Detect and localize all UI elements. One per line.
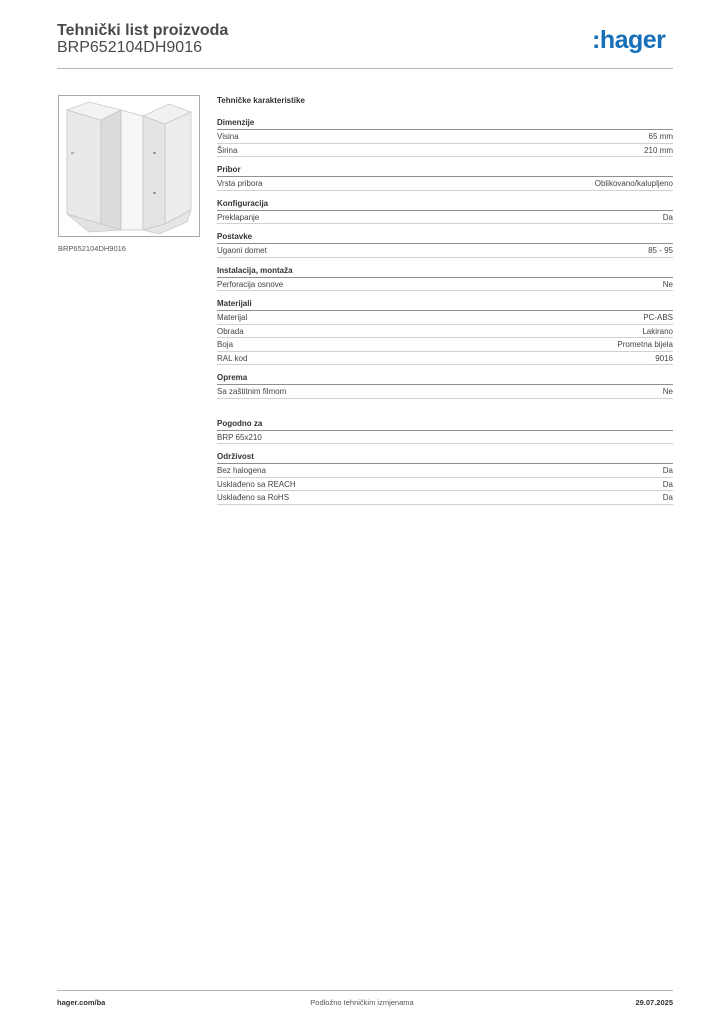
spec-group-heading: Dimenzije — [217, 117, 673, 130]
footer-divider — [57, 990, 673, 991]
spec-group-instalacija — [217, 265, 673, 292]
spec-label: RAL kod — [217, 353, 248, 363]
spec-value: Ne — [662, 279, 673, 289]
spec-group-heading: Pogodno za — [217, 418, 673, 431]
spec-row — [217, 385, 673, 399]
document-title: Tehnički list proizvoda — [57, 22, 229, 39]
spec-value: Ne — [662, 387, 673, 396]
hager-logo: :hager — [592, 26, 666, 54]
spec-value: Prometna bijela — [617, 340, 673, 349]
spec-value: Da — [662, 466, 673, 475]
spec-label: Boja — [217, 340, 234, 349]
spec-row — [217, 211, 673, 225]
spec-row — [217, 177, 673, 191]
header-divider — [57, 68, 673, 69]
spec-group-materijali — [217, 298, 673, 365]
spec-label: Perforacija osnove — [217, 279, 284, 289]
spec-value: Da — [662, 479, 673, 489]
spec-group-oprema — [217, 372, 673, 399]
product-code: BRP652104DH9016 — [57, 39, 202, 56]
spec-group-dimenzije — [217, 117, 673, 157]
footer-website-link[interactable]: hager.com/ba — [57, 998, 106, 1007]
spec-value: Oblikovano/kalupljeno — [594, 179, 673, 188]
spec-group-postavke — [217, 231, 673, 258]
product-image-caption: BRP652104DH9016 — [58, 244, 126, 253]
spec-label: Obrada — [217, 326, 244, 336]
product-image — [58, 95, 200, 237]
spec-group-heading: Pribor — [217, 164, 673, 177]
spec-label: Visina — [217, 132, 239, 141]
footer-date: 29.07.2025 — [635, 998, 673, 1007]
spec-group-heading: Instalacija, montaža — [217, 265, 673, 278]
spec-row — [217, 431, 673, 445]
spec-row — [217, 278, 673, 292]
spec-label: BRP 65x210 — [217, 432, 262, 442]
spec-label: Ugaoni domet — [217, 246, 267, 255]
spec-row — [217, 144, 673, 158]
spec-group-heading: Postavke — [217, 231, 673, 244]
spec-value: Da — [662, 212, 673, 222]
spec-value: 65 mm — [648, 132, 673, 141]
spec-label: Usklađeno sa RoHS — [217, 493, 290, 502]
spec-row — [217, 244, 673, 258]
footer-note: Podložno tehničkim izmjenama — [310, 998, 414, 1007]
spec-group-odrzivost — [217, 451, 673, 505]
spec-row — [217, 338, 673, 352]
spec-label: Materijal — [217, 313, 248, 322]
spec-value: Da — [662, 493, 673, 502]
spec-group-konfiguracija — [217, 198, 673, 225]
spec-row — [217, 464, 673, 478]
spec-label: Usklađeno sa REACH — [217, 479, 296, 489]
spec-group-pogodno-za — [217, 418, 673, 445]
spec-group-heading: Konfiguracija — [217, 198, 673, 211]
product-illustration — [59, 96, 199, 236]
spec-group-heading: Održivost — [217, 451, 673, 464]
spec-row — [217, 311, 673, 325]
spec-group-heading: Materijali — [217, 298, 673, 311]
spec-label: Sa zaštitnim filmom — [217, 387, 287, 396]
spec-value: Lakirano — [642, 326, 673, 336]
spec-row — [217, 478, 673, 492]
spec-label: Preklapanje — [217, 212, 260, 222]
spec-value: 9016 — [655, 353, 673, 363]
spec-group-heading: Oprema — [217, 372, 673, 385]
specs-title: Tehničke karakteristike — [217, 96, 305, 105]
spec-group-pribor — [217, 164, 673, 191]
spec-value: 210 mm — [644, 145, 673, 155]
spec-value: PC-ABS — [643, 313, 673, 322]
spec-label: Vrsta pribora — [217, 179, 263, 188]
spec-row — [217, 130, 673, 144]
spec-row — [217, 491, 673, 505]
technical-specifications — [217, 96, 673, 512]
spec-row — [217, 352, 673, 366]
spec-label: Širina — [217, 145, 238, 155]
spec-row — [217, 325, 673, 339]
spec-label: Bez halogena — [217, 466, 266, 475]
spec-value: 85 - 95 — [648, 246, 673, 255]
